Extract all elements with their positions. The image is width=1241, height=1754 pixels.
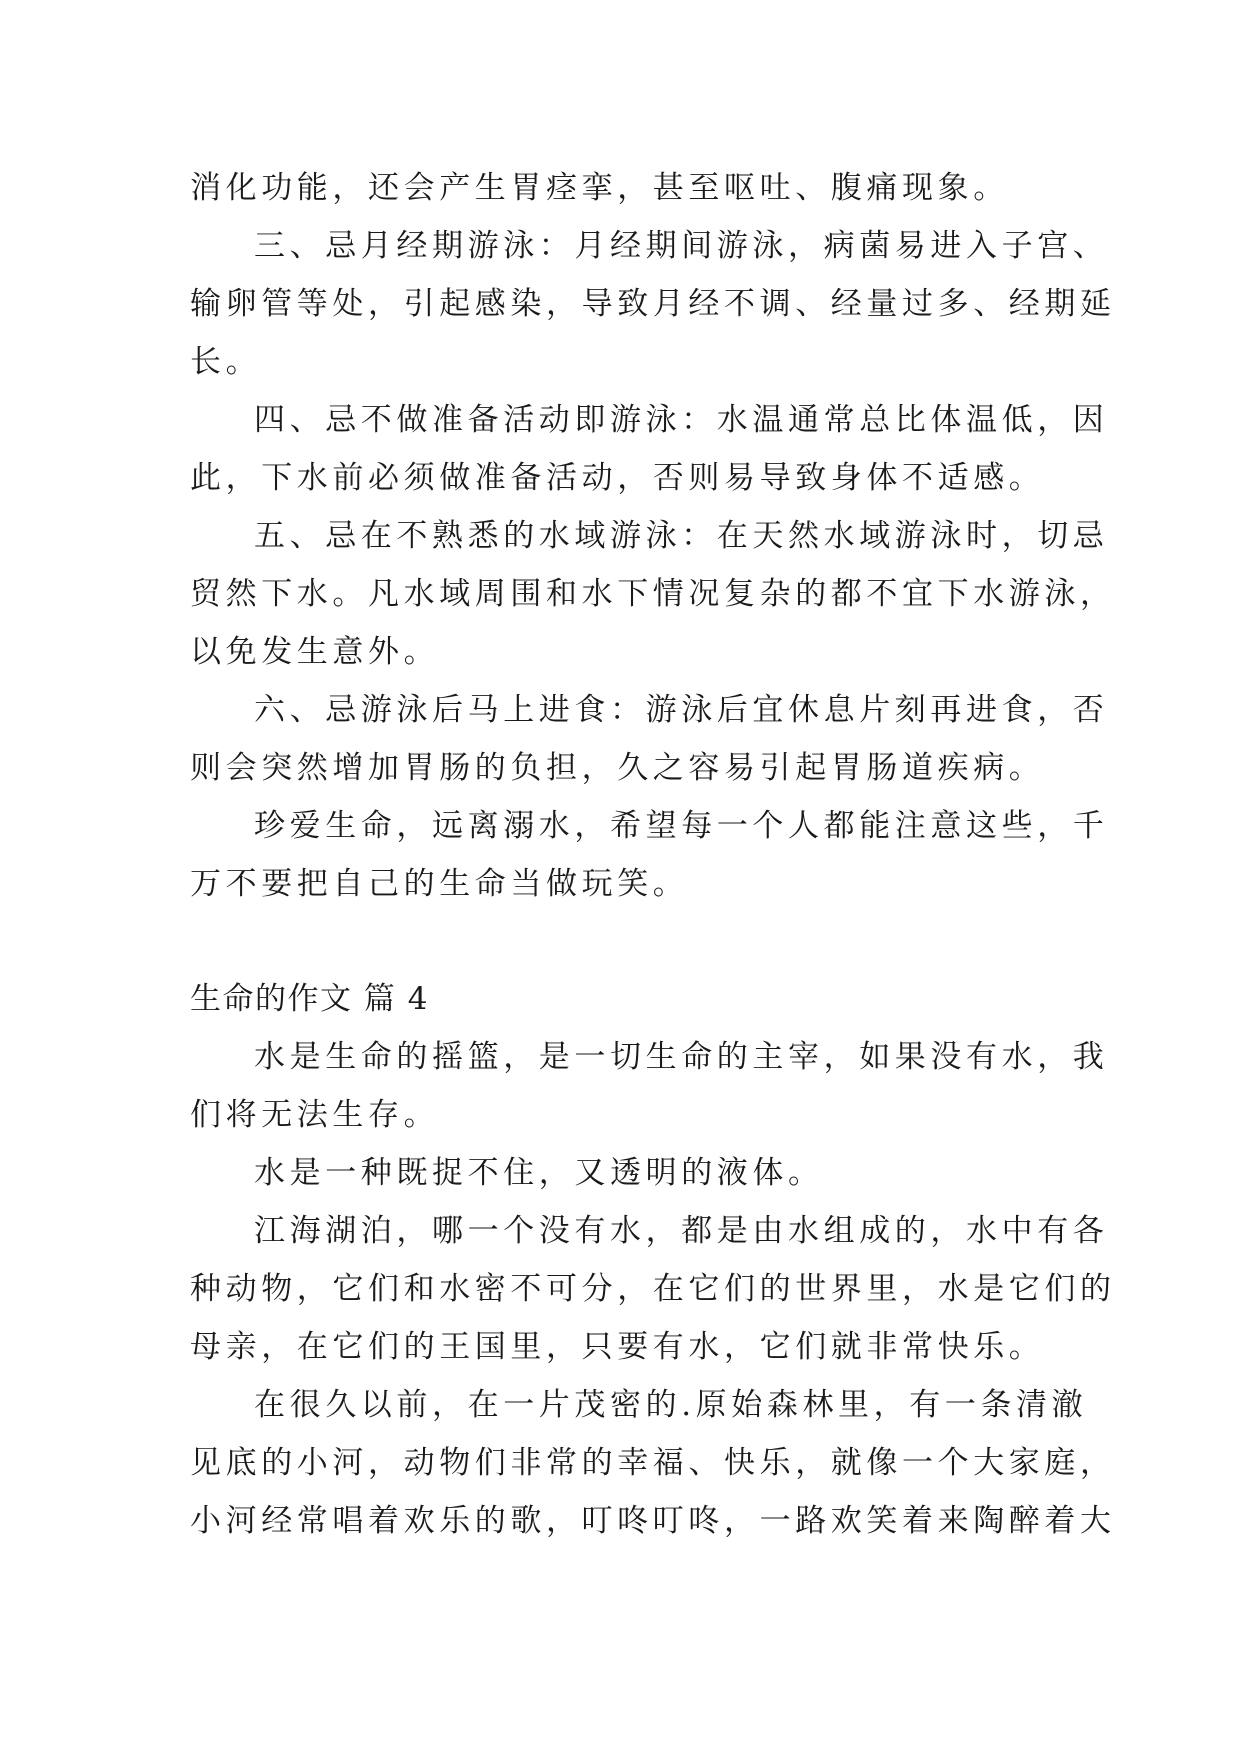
text-line: 万不要把自己的生命当做玩笑。	[190, 866, 689, 902]
text-line: 输卵管等处，引起感染，导致月经不调、经量过多、经期延	[190, 286, 1116, 322]
text-line: 以免发生意外。	[190, 634, 440, 670]
text-line: 江海湖泊，哪一个没有水，都是由水组成的，水中有各	[254, 1213, 1109, 1249]
text-line: 六、忌游泳后马上进食：游泳后宜休息片刻再进食，否	[254, 692, 1109, 728]
text-line: 五、忌在不熟悉的水域游泳：在天然水域游泳时，切忌	[254, 518, 1109, 554]
text-line: 三、忌月经期游泳：月经期间游泳，病菌易进入子宫、	[254, 228, 1109, 264]
text-line: 在很久以前，在一片茂密的.原始森林里，有一条清澈	[254, 1387, 1088, 1423]
text-line: 水是一种既捉不住，又透明的液体。	[254, 1155, 824, 1191]
text-line: 消化功能，还会产生胃痉挛，甚至呕吐、腹痛现象。	[190, 170, 1009, 206]
text-line: 母亲，在它们的王国里，只要有水，它们就非常快乐。	[190, 1329, 1045, 1365]
text-line: 水是生命的摇篮，是一切生命的主宰，如果没有水，我	[254, 1039, 1109, 1075]
text-line: 长。	[190, 344, 262, 380]
text-line: 珍爱生命，远离溺水，希望每一个人都能注意这些，千	[254, 808, 1109, 844]
text-line: 见底的小河，动物们非常的幸福、快乐，就像一个大家庭，	[190, 1445, 1116, 1481]
text-line: 们将无法生存。	[190, 1097, 440, 1133]
text-line: 小河经常唱着欢乐的歌，叮咚叮咚，一路欢笑着来陶醉着大	[190, 1503, 1116, 1539]
text-line: 则会突然增加胃肠的负担，久之容易引起胃肠道疾病。	[190, 750, 1045, 786]
section-heading: 生命的作文 篇 4	[190, 981, 429, 1017]
text-line: 贸然下水。凡水域周围和水下情况复杂的都不宜下水游泳，	[190, 576, 1116, 612]
text-line: 此，下水前必须做准备活动，否则易导致身体不适感。	[190, 460, 1045, 496]
text-line: 种动物，它们和水密不可分，在它们的世界里，水是它们的	[190, 1271, 1116, 1307]
text-line: 四、忌不做准备活动即游泳：水温通常总比体温低，因	[254, 402, 1109, 438]
